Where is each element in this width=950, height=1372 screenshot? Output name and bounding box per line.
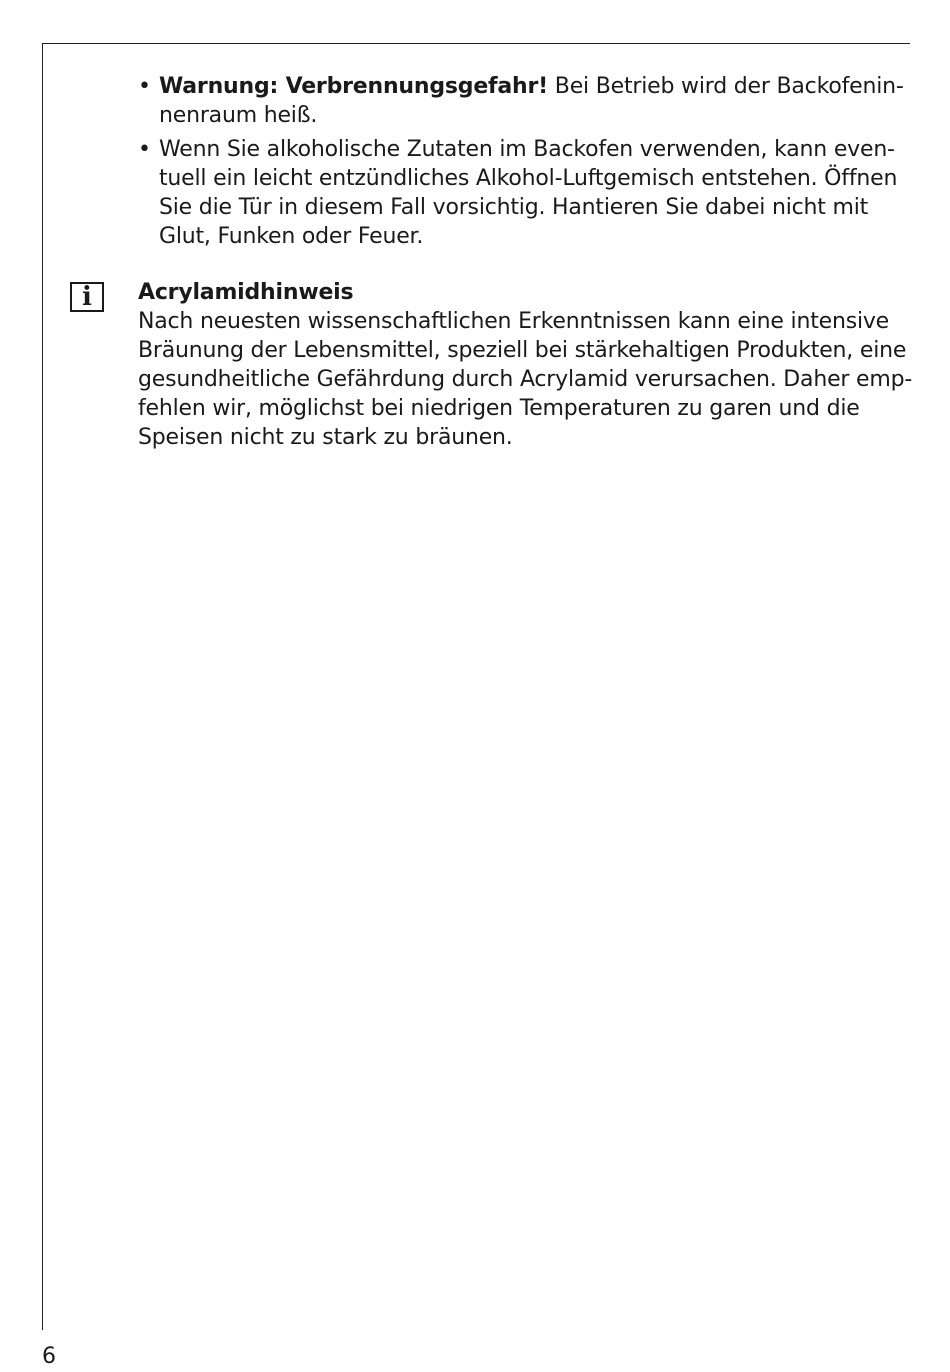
note-title: Acrylamidhinweis: [138, 280, 354, 305]
bullet-icon: •: [138, 137, 151, 162]
list-item: [138, 72, 904, 130]
left-rule: [42, 43, 43, 1330]
note-line: fehlen wir, möglichst bei niedrigen Temperaturen zu garen und die: [138, 396, 860, 421]
warning-label: Warnung: Verbrennungsgefahr!: [159, 74, 549, 99]
list-item: [138, 135, 898, 251]
warning-list: [138, 72, 904, 251]
bullet-line: Wenn Sie alkoholische Zutaten im Backofen verwenden, kann even-: [159, 137, 895, 162]
note-line: Bräunung der Lebensmittel, speziell bei stärkehaltigen Produkten, eine: [138, 338, 907, 363]
acrylamide-note: [138, 278, 913, 452]
bullet-line: [159, 72, 904, 101]
bullet-line: tuell ein leicht entzündliches Alkohol-Luftgemisch entstehen. Öffnen: [159, 166, 898, 191]
page-content: [138, 72, 913, 452]
note-line: gesundheitliche Gefährdung durch Acrylamid verursachen. Daher emp-: [138, 367, 913, 392]
info-icon: i: [70, 282, 104, 312]
note-line: Speisen nicht zu stark zu bräunen.: [138, 425, 513, 450]
bullet-text: Bei Betrieb wird der Backofenin-: [548, 74, 904, 99]
bullet-icon: •: [138, 74, 151, 99]
bullet-line: Glut, Funken oder Feuer.: [159, 224, 424, 249]
bullet-line: Sie die Tür in diesem Fall vorsichtig. Hantieren Sie dabei nicht mit: [159, 195, 869, 220]
page-number: 6: [42, 1344, 56, 1369]
note-line: Nach neuesten wissenschaftlichen Erkenntnissen kann eine intensive: [138, 309, 890, 334]
top-rule: [42, 43, 910, 44]
bullet-line: nenraum heiß.: [159, 103, 318, 128]
